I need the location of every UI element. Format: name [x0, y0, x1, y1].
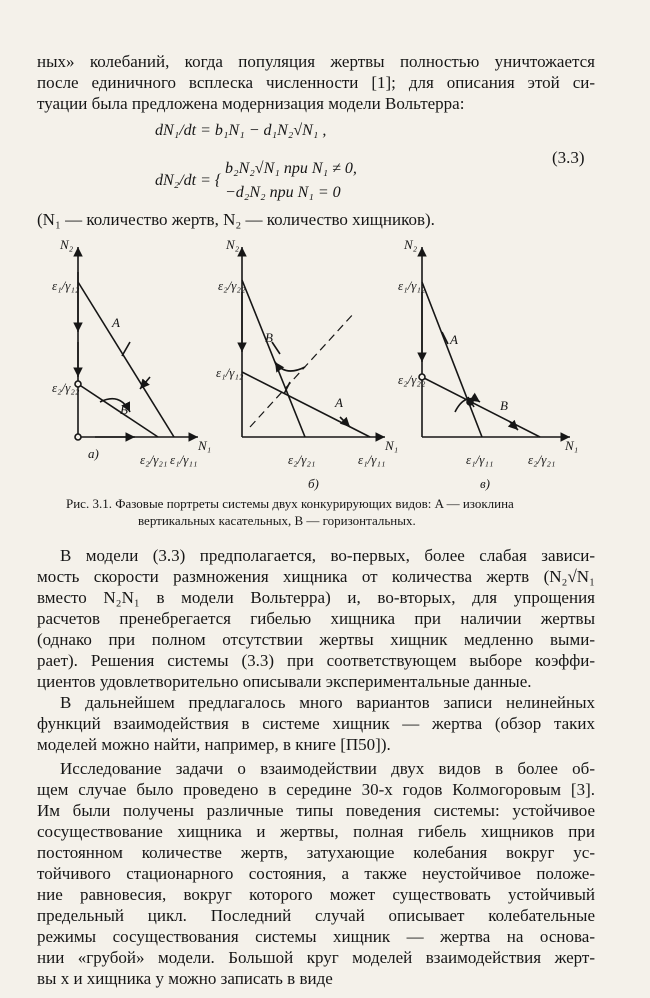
legend-line: (N₁ — количество жертв, N₂ — количество хищников). — [37, 210, 435, 229]
axis-label-n1: N₁ — [565, 438, 579, 453]
label-isocline-a: A — [450, 332, 458, 347]
label-isocline-a: A — [335, 395, 343, 410]
label-eps1-gamma12: ε₁/γ₁₂ — [398, 278, 426, 293]
paragraph-line: режимы сосуществования системы хищник — жертва на основа- — [37, 927, 595, 946]
axis-label-n2: N₂ — [60, 237, 74, 252]
paragraph-line: щем случае было проведено в середине 30-х годов Колмогоровым [3]. — [37, 780, 595, 799]
label-isocline-b: B — [500, 398, 508, 413]
paragraph-line: вместо N₂N₁ в модели Вольтерра) и, во-вторых, для упрощения — [37, 588, 595, 607]
paragraph-line: расчетов пренебрегается гибелью хищника при наличии жертвы — [37, 609, 595, 628]
equation-3-3-lhs2: dN₂/dt = { — [155, 172, 222, 189]
paragraph-line: В дальнейшем предлагалось много вариантов записи нелинейных — [60, 693, 595, 712]
figure-caption-line1: Рис. 3.1. Фазовые портреты системы двух конкурирующих видов: A — изоклина — [66, 496, 514, 511]
axis-label-n2: N₂ — [226, 237, 240, 252]
paragraph-line: постоянном количестве жертв, затухающие колебания вокруг ус- — [37, 843, 595, 862]
label-isocline-b: B — [120, 402, 128, 417]
paragraph-line: Исследование задачи о взаимодействии двух видов в более об- — [60, 759, 595, 778]
paragraph-line: мость скорости размножения хищника от количества жертв (N₂√N₁ — [37, 567, 595, 586]
label-eps2-gamma22: ε₂/γ₂₂ — [398, 372, 426, 387]
equation-3-3-line1: dN₁/dt = b₁N₁ − d₁N₂√N₁ , — [155, 122, 327, 139]
label-isocline-a: A — [112, 315, 120, 330]
paragraph-line: моделей можно найти, например, в книге [П50]). — [37, 735, 391, 754]
paragraph-line: циентов удовлетворительно описывали экспериментальные данные. — [37, 672, 532, 691]
paragraph-line: нии «грубой» модели. Большой круг моделей взаимодействия жерт- — [37, 948, 595, 967]
label-eps2-gamma21: ε₂/γ₂₁ — [288, 452, 316, 467]
axis-label-n1: N₁ — [385, 438, 399, 453]
text-line: туации была предложена модернизация модели Вольтерра: — [37, 94, 465, 113]
phase-portraits-figure — [40, 232, 600, 491]
equation-number-3-3: (3.3) — [552, 148, 585, 167]
paragraph-line: рает). Решения системы (3.3) при соответствующем выборе коэффи- — [37, 651, 595, 670]
label-isocline-b: B — [265, 330, 273, 345]
text-line: ных» колебаний, когда популяция жертвы полностью уничтожается — [37, 52, 595, 71]
label-eps2-gamma22: ε₂/γ₂₂ — [52, 380, 80, 395]
panel-label-a: а) — [88, 446, 99, 461]
paragraph-line: вы x и хищника y можно записать в виде — [37, 969, 333, 988]
text-line: после единичного всплеска численности [1]; для описания этой си- — [37, 73, 595, 92]
label-eps2-gamma21: ε₂/γ₂₁ — [140, 452, 168, 467]
figure-caption-line2: вертикальных касательных, B — горизонтальных. — [138, 513, 416, 528]
paragraph-line: тойчивого стационарного состояния, а также неустойчивое положе- — [37, 864, 595, 883]
paragraph-line: ние равновесия, вокруг которого может существовать устойчивый — [37, 885, 595, 904]
paragraph-line: (однако при полном отсутствии жертвы хищник медленно выми- — [37, 630, 595, 649]
equation-3-3-case1: b₂N₂√N₁ при N₁ ≠ 0, — [225, 160, 357, 177]
label-eps2-gamma22: ε₂/γ₂₂ — [218, 278, 246, 293]
label-eps2-gamma21: ε₂/γ₂₁ — [528, 452, 556, 467]
label-eps1-gamma11: ε₁/γ₁₁ — [466, 452, 494, 467]
panel-b-portrait — [242, 247, 385, 437]
panel-a-portrait — [75, 247, 198, 440]
paragraph-line: предельный цикл. Последний случай описывает колебательные — [37, 906, 595, 925]
equation-3-3-case2: −d₂N₂ при N₁ = 0 — [225, 184, 341, 201]
paragraph-line: Им были получены различные типы поведения системы: устойчивое — [37, 801, 595, 820]
label-eps1-gamma12: ε₁/γ₁₂ — [52, 278, 80, 293]
paragraph-line: В модели (3.3) предполагается, во-первых, более слабая зависи- — [60, 546, 595, 565]
axis-label-n1: N₁ — [198, 438, 212, 453]
label-eps1-gamma12: ε₁/γ₁₂ — [216, 365, 244, 380]
panel-label-c: в) — [480, 476, 490, 491]
label-eps1-gamma11: ε₁/γ₁₁ — [358, 452, 386, 467]
label-eps1-gamma11: ε₁/γ₁₁ — [170, 452, 198, 467]
axis-label-n2: N₂ — [404, 237, 418, 252]
paragraph-line: сосуществование хищника и жертвы, полная гибель хищников при — [37, 822, 595, 841]
paragraph-line: функций взаимодействия в системе хищник — жертва (обзор таких — [37, 714, 595, 733]
panel-c-portrait — [419, 247, 570, 437]
panel-label-b: б) — [308, 476, 319, 491]
